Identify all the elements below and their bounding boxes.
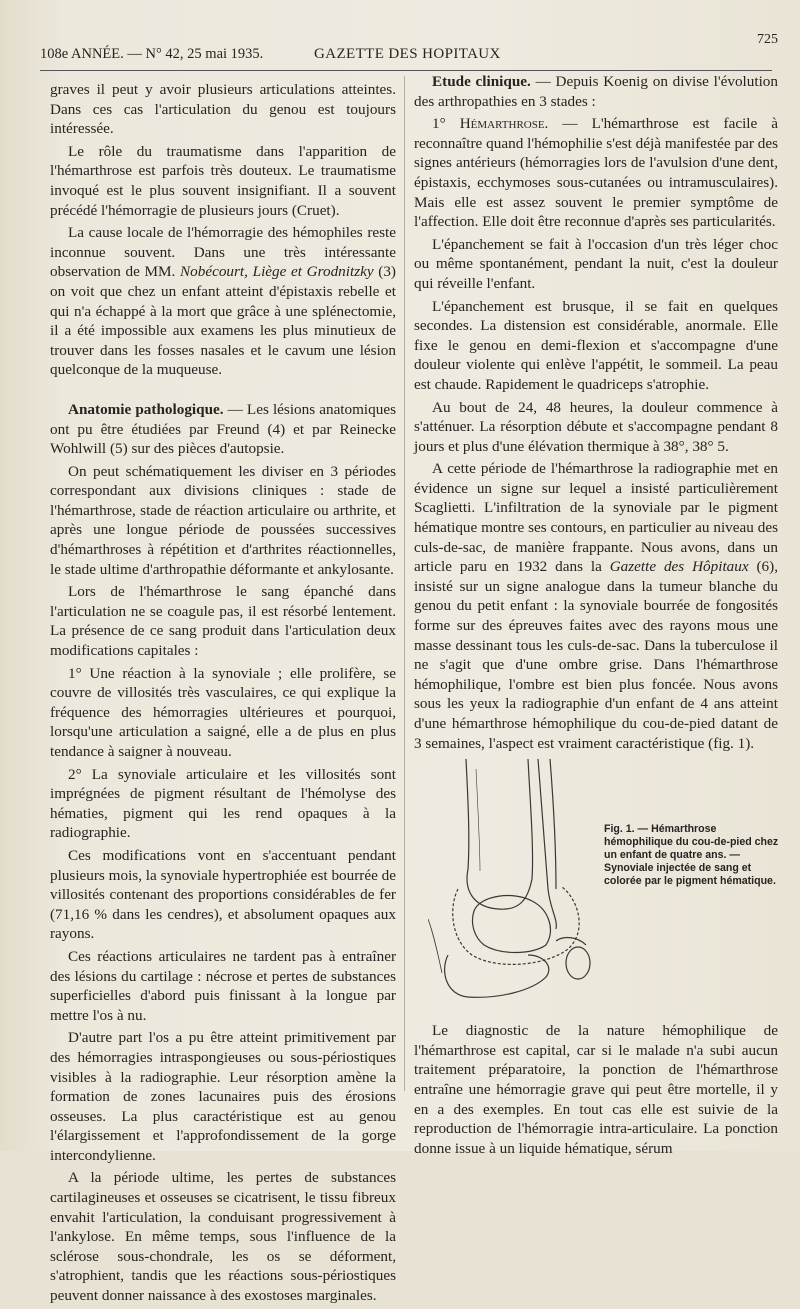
page-number: 725 xyxy=(757,32,778,47)
section-heading: Anatomie pathologique. xyxy=(68,400,224,418)
paragraph: graves il peut y avoir plusieurs articulations atteintes. Dans ces cas l'articulation du genou est toujours intéressée. xyxy=(50,81,396,138)
author-names: Nobécourt, Liège et Grodnitzky xyxy=(180,263,374,281)
subsection-title: Hémarthrose. xyxy=(459,115,549,133)
text-span: — Depuis Koenig on divise l'évolution des arthropathies en 3 stades : xyxy=(414,73,778,110)
text-span: — Les lésions anatomiques ont pu être étudiées par Freund (4) et par Reinecke Wohlwill (5) sur des pièces d'autopsie. xyxy=(50,400,396,458)
paragraph: Le diagnostic de la nature hémophilique de l'hémarthrose est capital, car si le malade n'a subi aucun traitement préparatoire, la ponction de l'hémarthrose entraîne une hémorragie grave qui peut être mortelle, il y en a des exemples. En tout cas elle est suivie de la reproduction de l'hémorragie intra-articulaire. La ponction donne issue à un liquide hématique, sérum xyxy=(414,1022,778,1157)
list-number: 1° xyxy=(432,115,460,133)
section-etude-clinique xyxy=(414,72,778,111)
text-span: (6), insisté sur un signe analogue dans la tumeur blanche du genou du petit enfant : la synoviale bourrée de fongosités forme sur des épreuves faites avec des rayons mous une masse dessinant tous les culs-de-sac. Dans la tuberculose il ne s'agit que d'une ombre grise. Dans l'hémarthrose hémophilique, l'ombre est bien plus foncée. Nous avons sous les yeux la radiographie d'un enfant de 4 ans atteint d'une hémarthrose hémophilique du cou-de-pied datant de 3 semaines, l'aspect est vraiment caractéristique (fig. 1). xyxy=(414,558,778,752)
figure-caption: Fig. 1. — Hémarthrose hémophilique du cou-de-pied chez un enfant de quatre ans. — Synoviale injectée de sang et colorée par le pigment hématique. xyxy=(604,823,779,888)
paragraph: Au bout de 24, 48 heures, la douleur commence à s'atténuer. La résorption débute et s'accompagne pendant 8 jours et plus d'une élévation thermique à 38°, 38° 5. xyxy=(414,398,778,455)
text-span: La cause locale de l'hémorragie des hémophiles reste inconnue souvent. Dans une très intéressante observation de MM. xyxy=(50,224,396,281)
paragraph: A la période ultime, les pertes de substances cartilagineuses et osseuses se cicatrisent, le tissu fibreux envahit l'articulation, la conduisant progressivement à l'ankylose. En même temps, sous l'influence de la sclérose sous-chondrale, les os se déforment, s'atrophient, tandis que les réactions sous-périostiques peuvent donner naissance à des exostoses marginales. xyxy=(50,1169,396,1305)
figure-1 xyxy=(414,759,778,1007)
header-rule xyxy=(40,70,772,71)
left-column xyxy=(50,80,396,1309)
journal-reference: Gazette des Hôpitaux xyxy=(609,558,749,576)
paragraph: Ces modifications vont en s'accentuant pendant plusieurs mois, la synoviale hypertrophiée est bourrée de villosités contenant des proportions considérables de fer (71,16 % dans les cendres), et absolument opaques aux rayons. xyxy=(50,846,396,943)
text-span: — L'hémarthrose est facile à reconnaître quand l'hémophilie s'est déjà manifestée par des signes antérieurs (hémorragies lors de l'avulsion d'une dent, épistaxis, ecchymoses sous-cutanées ou intramusculaires). Mais elle est assez souvent le premier symptôme de l'affection. Elle doit être reconnue d'après ses particularités. xyxy=(414,115,778,231)
paragraph: L'épanchement est brusque, il se fait en quelques secondes. La distension est considérable, anormale. Elle fixe le genou en demi-flexion et s'accompagne d'une douleur violente qui enlève l'appétit, le sommeil. La peau est chaude. Rapidement le quadriceps s'atrophie. xyxy=(414,297,778,393)
right-column xyxy=(414,72,778,1161)
section-heading: Etude clinique. xyxy=(432,73,531,90)
ankle-radiograph-drawing xyxy=(428,759,608,999)
column-separator xyxy=(404,76,405,1091)
section-anatomie xyxy=(50,400,396,459)
paragraph: 2° La synoviale articulaire et les villosités sont imprégnées de pigment résultant de l'hémolyse des hématies, pigment qui les rend opaques à la radiographie. xyxy=(50,765,396,842)
paragraph: Ces réactions articulaires ne tardent pas à entraîner des lésions du cartilage : nécrose et pertes de substances superficielles d'abord puis finissant à la longue par mettre l'os à nu. xyxy=(50,947,396,1024)
journal-title: GAZETTE DES HOPITAUX xyxy=(314,46,501,62)
running-head xyxy=(40,32,778,66)
paragraph-hemarthrose xyxy=(414,114,778,232)
issue-line: 108e ANNÉE. — N° 42, 25 mai 1935. xyxy=(40,46,264,62)
text-span: (3) on voit que chez un enfant atteint d'épistaxis rebelle et qui n'a échappé à la mort que grâce à une splénectomie, il a été impossible aux examens les plus minutieux de trouver dans les fosses nasales et le cavum une lésion quelconque de la muqueuse. xyxy=(50,263,396,379)
paragraph: Le rôle du traumatisme dans l'apparition de l'hémarthrose est parfois très douteux. Le traumatisme invoqué est le plus souvent insignifiant. Il a souvent précédé l'hémorragie de plusieurs jours (Cruet). xyxy=(50,142,396,219)
paragraph xyxy=(414,459,778,753)
paragraph: Lors de l'hémarthrose le sang épanché dans l'articulation ne se coagule pas, il est résorbé lentement. La présence de ce sang produit dans l'articulation deux modifications capitales : xyxy=(50,583,396,660)
paragraph: 1° Une réaction à la synoviale ; elle prolifère, se couvre de villosités très vasculaires, ce qui explique la fréquence des hémorragies ultérieures et pourquoi, lorsqu'une articulation a saigné, elle a de plus en plus tendance à saigner à nouveau. xyxy=(50,664,396,760)
paragraph: On peut schématiquement les diviser en 3 périodes correspondant aux divisions cliniques : stade de l'hémarthrose, stade de réaction articulaire ou arthrite, et après une longue période de poussées successives d'hémarthroses à répétition et d'arthrites réactionnelles, le stade ultime d'arthropathie déformante et ankylosante. xyxy=(50,462,396,578)
paragraph: D'autre part l'os a pu être atteint primitivement par des hémorragies intraspongieuses ou sous-périostiques visibles à la radiographie. Leur résorption amène la formation de zones lacunaires puis des érosions osseuses. La plus caractéristique est au genou l'élargissement et l'approfondissement de la gorge intercondylienne. xyxy=(50,1029,396,1164)
paragraph xyxy=(50,223,396,380)
text-span: A cette période de l'hémarthrose la radiographie met en évidence un signe sur lequel a insisté particulièrement Scaglietti. L'infiltration de la synoviale par le pigment hématique montre ses contours, en particulier au niveau des culs-de-sac, de manière frappante. Nous avons, dans un article paru en 1932 dans la xyxy=(414,460,778,576)
paragraph: L'épanchement se fait à l'occasion d'un très léger choc ou même spontanément, pendant la nuit, c'est la douleur qui réveille l'enfant. xyxy=(414,235,778,292)
